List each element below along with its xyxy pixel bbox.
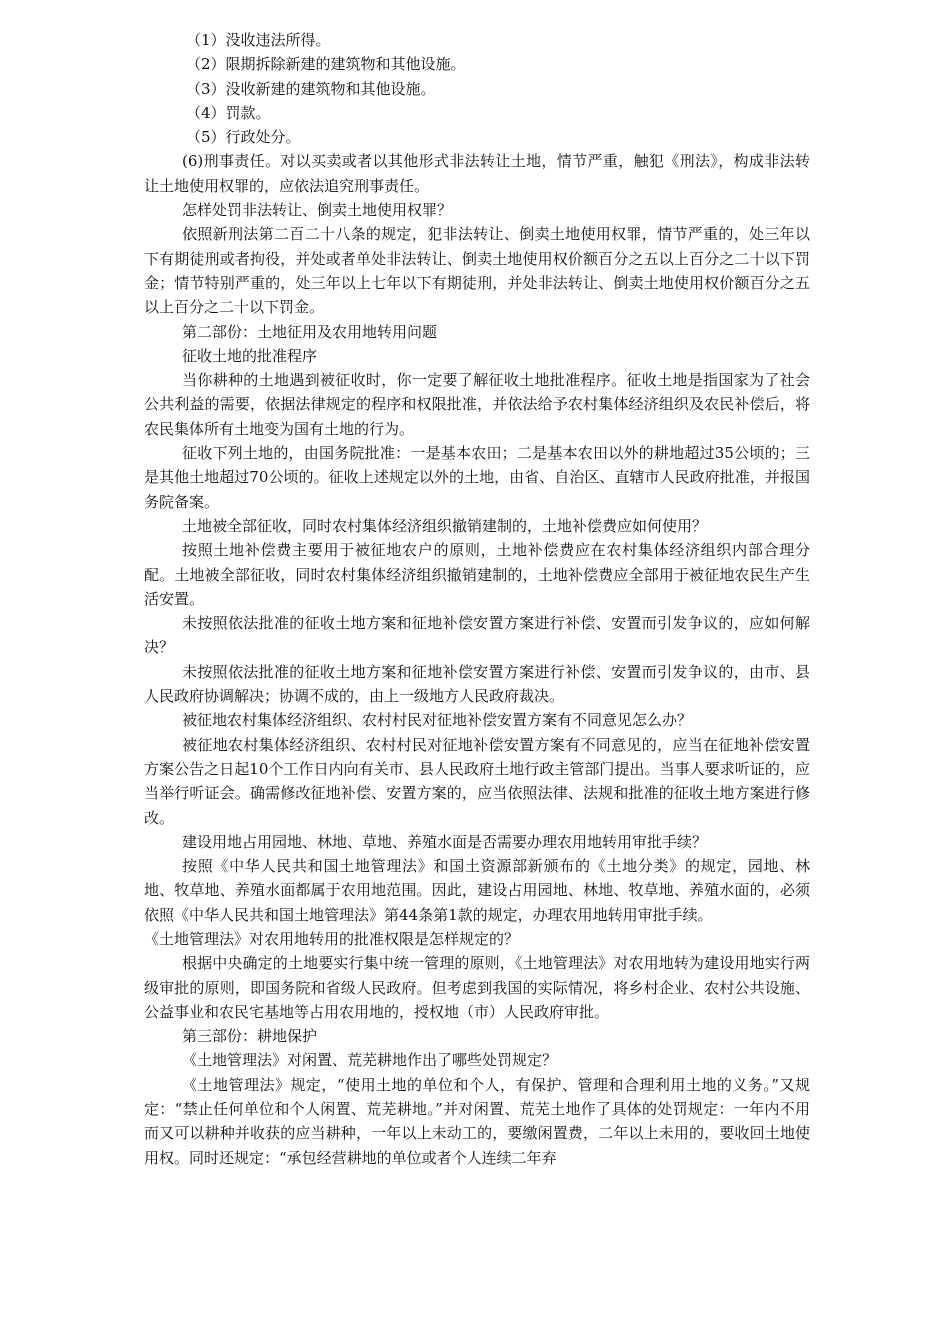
paragraph: 按照《中华人民共和国土地管理法》和国土资源部新颁布的《土地分类》的规定，园地、林地、牧草地、养殖水面都属于农用地范围。因此，建设占用园地、林地、牧草地、养殖水面的，必须依照《中华人民共和国土地管理法》第44条第1款的规定，办理农用地转用审批手续。 [144,857,810,924]
question-heading: 被征地农村集体经济组织、农村村民对征地补偿安置方案有不同意见怎么办？ [182,711,693,730]
question-heading: 怎样处罚非法转让、倒卖土地使用权罪？ [182,201,453,220]
question-heading: 建设用地占用园地、林地、草地、养殖水面是否需要办理农用地转用审批手续？ [182,832,708,851]
paragraph: 未按照依法批准的征收土地方案和征地补偿安置方案进行补偿、安置而引发争议的，由市、县人民政府协调解决；协调不成的，由上一级地方人民政府裁决。 [144,662,810,706]
paragraph: 《土地管理法》规定，“使用土地的单位和个人，有保护、管理和合理利用土地的义务。”又规定：“禁止任何单位和个人闲置、荒芜耕地。”并对闲置、荒芜土地作了具体的处罚规定：一年内不用而又可以耕种并收获的应当耕种，一年以上未动工的，要缴闲置费，二年以上未用的，要收回土地使用权。同时还规定：“承包经营耕地的单位或者个人连续二年弃 [144,1075,810,1167]
question-heading: 《土地管理法》对农用地转用的批准权限是怎样规定的？ [144,929,520,948]
paragraph: 依照新刑法第二百二十八条的规定，犯非法转让、倒卖土地使用权罪，情节严重的，处三年以下有期徒刑或者拘役，并处或者单处非法转让、倒卖土地使用权价额百分之五以上百分之二十以下罚金；情节特别严重的，处三年以上七年以下有期徒刑，并处非法转让、倒卖土地使用权价额百分之五以上百分之二十以下罚金。 [144,225,810,317]
paragraph: 被征地农村集体经济组织、农村村民对征地补偿安置方案有不同意见的，应当在征地补偿安置方案公告之日起10个工作日内向有关市、县人民政府土地行政主管部门提出。当事人要求听证的，应当举行听证会。确需修改征地补偿、安置方案的，应当依照法律、法规和批准的征收土地方案进行修改。 [144,735,810,827]
paragraph: （3）没收新建的建筑物和其他设施。 [186,79,436,98]
paragraph: （4）罚款。 [186,103,271,122]
question-heading: 未按照依法批准的征收土地方案和征地补偿安置方案进行补偿、安置而引发争议的，应如何解决？ [144,614,810,657]
document-page [144,28,810,1170]
question-heading: 土地被全部征收，同时农村集体经济组织撤销建制的，土地补偿费应如何使用？ [182,516,708,535]
section-heading: 第二部份：土地征用及农用地转用问题 [182,322,438,341]
paragraph: 当你耕种的土地遇到被征收时，你一定要了解征收土地批准程序。征收土地是指国家为了社会公共利益的需要，依据法律规定的程序和权限批准，并依法给予农村集体经济组织及农民补偿后，将农民集体所有土地变为国有土地的行为。 [144,371,810,438]
question-heading: 征收土地的批准程序 [182,346,318,365]
paragraph: （5）行政处分。 [186,128,301,147]
question-heading: 《土地管理法》对闲置、荒芜耕地作出了哪些处罚规定？ [182,1051,558,1070]
section-heading: 第三部份：耕地保护 [182,1027,318,1046]
paragraph: (6)刑事责任。对以买卖或者以其他形式非法转让土地，情节严重，触犯《刑法》，构成非法转让土地使用权罪的，应依法追究刑事责任。 [144,152,810,195]
paragraph: （1）没收违法所得。 [186,31,331,49]
paragraph: 按照土地补偿费主要用于被征地农户的原则，土地补偿费应在农村集体经济组织内部合理分配。土地被全部征收，同时农村集体经济组织撤销建制的，土地补偿费应全部用于被征地农民生产生活安置。 [144,541,810,608]
paragraph: （2）限期拆除新建的建筑物和其他设施。 [186,55,466,74]
paragraph: 根据中央确定的土地要实行集中统一管理的原则，《土地管理法》对农用地转为建设用地实行两级审批的原则，即国务院和省级人民政府。但考虑到我国的实际情况，将乡村企业、农村公共设施、公益事业和农民宅基地等占用农用地的，授权地（市）人民政府审批。 [144,954,810,1021]
paragraph: 征收下列土地的，由国务院批准：一是基本农田；二是基本农田以外的耕地超过35公顷的；三是其他土地超过70公顷的。征收上述规定以外的土地，由省、自治区、直辖市人民政府批准，并报国务院备案。 [144,444,810,511]
